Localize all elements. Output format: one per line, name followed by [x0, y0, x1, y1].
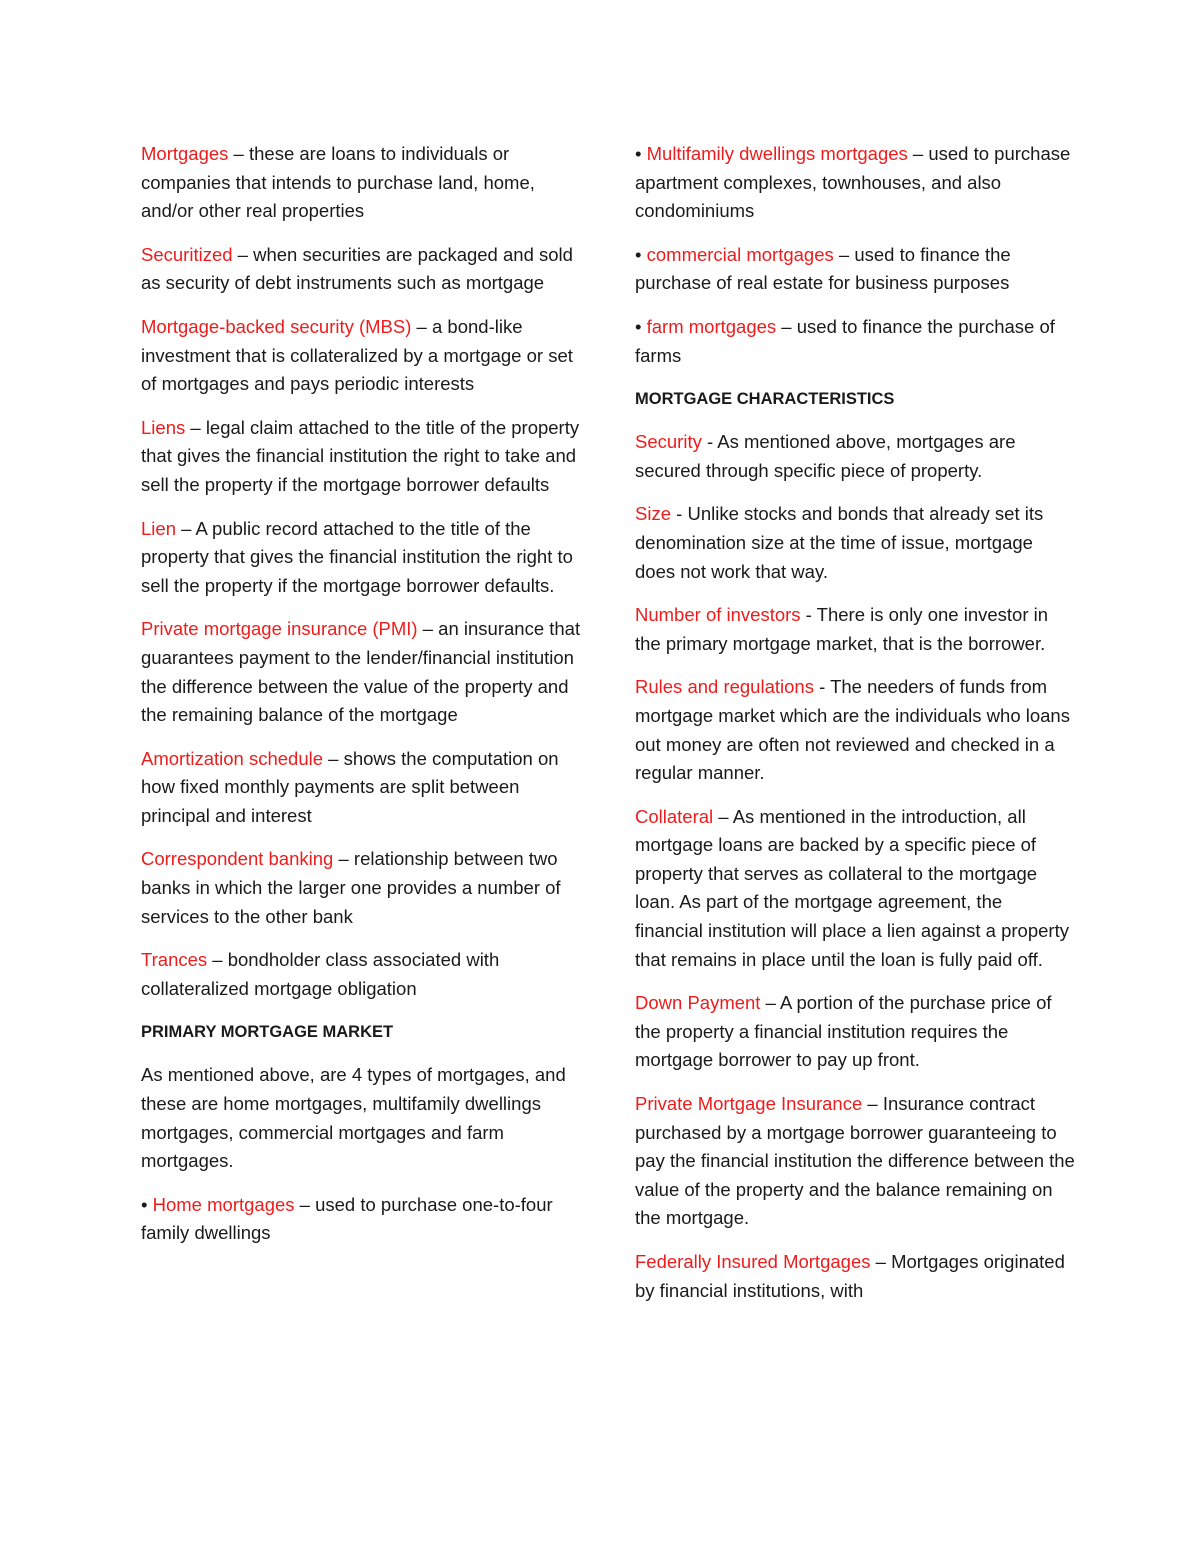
term: Number of investors — [635, 604, 801, 626]
separator: – — [232, 243, 254, 265]
separator: – — [207, 949, 228, 971]
term: Trances — [141, 949, 208, 971]
bullet-multifamily-mortgages — [635, 140, 1075, 226]
term: commercial mortgages — [646, 243, 834, 265]
definition-correspondent-banking — [141, 845, 581, 931]
bullet-home-mortgages — [141, 1191, 581, 1248]
definition-text: As mentioned above, mortgages are secured through specific piece of property. — [635, 431, 1016, 481]
definition-text: relationship between two banks in which the larger one provides a number of services to the other bank — [141, 848, 561, 927]
separator: - — [701, 431, 718, 453]
definition-mortgages — [141, 140, 581, 226]
separator: - — [813, 676, 831, 698]
separator: – — [228, 143, 249, 164]
separator: - — [800, 604, 817, 626]
definition-text: used to purchase apartment complexes, townhouses, and also condominiums — [635, 143, 1071, 222]
characteristic-number-of-investors — [635, 601, 1075, 658]
definition-mbs — [141, 313, 581, 399]
characteristic-security — [635, 428, 1075, 485]
definition-text: A public record attached to the title of the property that gives the financial institution the right to sell the property if the mortgage borrower defaults. — [141, 517, 573, 596]
term: Mortgages — [141, 143, 229, 164]
definition-text: There is only one investor in the primary mortgage market, that is the borrower. — [635, 604, 1049, 654]
separator: – — [294, 1193, 316, 1215]
definition-pmi — [141, 615, 581, 729]
definition-text: used to finance the purchase of real estate for business purposes — [635, 243, 1011, 294]
definition-text: The needers of funds from mortgage market which are the individuals who loans out money are often not reviewed and checked in a regular manner. — [635, 676, 1070, 784]
term: Liens — [141, 416, 186, 438]
definition-securitized — [141, 241, 581, 298]
separator: – — [323, 747, 344, 769]
term: Security — [635, 431, 702, 453]
term: Lien — [141, 517, 176, 539]
bullet-icon: • — [141, 1193, 148, 1215]
bullet-icon: • — [635, 143, 642, 164]
separator: – — [760, 992, 781, 1014]
term: Securitized — [141, 243, 233, 265]
term: Down Payment — [635, 992, 761, 1014]
definition-text: these are loans to individuals or companies that intends to purchase land, home, and/or other real properties — [141, 143, 535, 222]
section-heading-characteristics: MORTGAGE CHARACTERISTICS — [635, 390, 895, 409]
separator: – — [175, 517, 196, 539]
separator: – — [862, 1093, 883, 1115]
definition-trances — [141, 946, 581, 1003]
primary-market-intro: As mentioned above, are 4 types of mortgages, and these are home mortgages, multifamily dwellings mortgages, commercial mortgages and farm mortgages. — [141, 1064, 566, 1172]
bullet-icon: • — [635, 243, 642, 265]
separator: – — [833, 243, 855, 265]
characteristic-down-payment — [635, 989, 1075, 1075]
characteristic-size — [635, 500, 1075, 586]
term: Private mortgage insurance (PMI) — [141, 618, 418, 640]
definition-text: used to finance the purchase of farms — [635, 315, 1055, 366]
definition-text: a bond-like investment that is collateralized by a mortgage or set of mortgages and pays periodic interests — [141, 315, 573, 395]
definition-text: A portion of the purchase price of the property a financial institution requires the mortgage borrower to pay up front. — [635, 992, 1052, 1071]
definition-text: Insurance contract purchased by a mortgage borrower guaranteeing to pay the financial institution the difference between the value of the property and the balance remaining on the mortgage. — [635, 1093, 1075, 1229]
characteristic-private-mortgage-insurance — [635, 1090, 1075, 1233]
definition-text: Mortgages originated by financial institutions, with — [635, 1251, 1065, 1301]
definition-text: when securities are packaged and sold as security of debt instruments such as mortgage — [141, 243, 573, 294]
right-column — [635, 140, 1075, 1320]
separator: – — [411, 315, 432, 337]
separator: - — [671, 503, 688, 525]
section-heading-primary-market: PRIMARY MORTGAGE MARKET — [141, 1023, 394, 1042]
definition-lien — [141, 515, 581, 601]
definition-text: shows the computation on how fixed monthly payments are split between principal and interest — [141, 747, 559, 826]
characteristic-federally-insured-mortgages — [635, 1248, 1075, 1305]
term: Correspondent banking — [141, 848, 334, 870]
term: Collateral — [635, 805, 714, 827]
separator: – — [417, 618, 439, 640]
separator: – — [870, 1251, 892, 1272]
separator: – — [185, 416, 206, 438]
definition-text: Unlike stocks and bonds that already set its denomination size at the time of issue, mortgage does not work that way. — [635, 503, 1044, 582]
definition-liens — [141, 414, 581, 500]
term: farm mortgages — [646, 315, 777, 337]
characteristic-collateral — [635, 803, 1075, 975]
definition-text: an insurance that guarantees payment to the lender/financial institution the difference between the value of the property and the remaining balance of the mortgage — [141, 618, 581, 726]
definition-text: bondholder class associated with collateralized mortgage obligation — [141, 949, 500, 999]
characteristic-rules-and-regulations — [635, 673, 1075, 787]
definition-amortization — [141, 745, 581, 831]
definition-text: As mentioned in the introduction, all mortgage loans are backed by a specific piece of property that serves as collateral to the mortgage loan. As part of the mortgage agreement, the financial institution will place a lien against a property that remains in place until the loan is fully paid off. — [635, 805, 1069, 970]
separator: – — [713, 805, 733, 827]
term: Private Mortgage Insurance — [635, 1093, 863, 1115]
definition-text: used to purchase one-to-four family dwellings — [141, 1193, 553, 1244]
definition-text: legal claim attached to the title of the property that gives the financial institution the right to take and sell the property if the mortgage borrower defaults — [141, 416, 580, 495]
left-column — [141, 140, 581, 1263]
term: Mortgage-backed security (MBS) — [141, 315, 412, 337]
separator: – — [333, 848, 354, 870]
term: Size — [635, 503, 671, 525]
term: Rules and regulations — [635, 676, 814, 698]
bullet-icon: • — [635, 315, 642, 337]
term: Home mortgages — [152, 1193, 295, 1215]
term: Multifamily dwellings mortgages — [646, 143, 908, 164]
bullet-farm-mortgages — [635, 313, 1075, 370]
term: Amortization schedule — [141, 747, 324, 769]
separator: – — [907, 143, 929, 164]
term: Federally Insured Mortgages — [635, 1251, 871, 1272]
bullet-commercial-mortgages — [635, 241, 1075, 298]
separator: – — [776, 315, 797, 337]
